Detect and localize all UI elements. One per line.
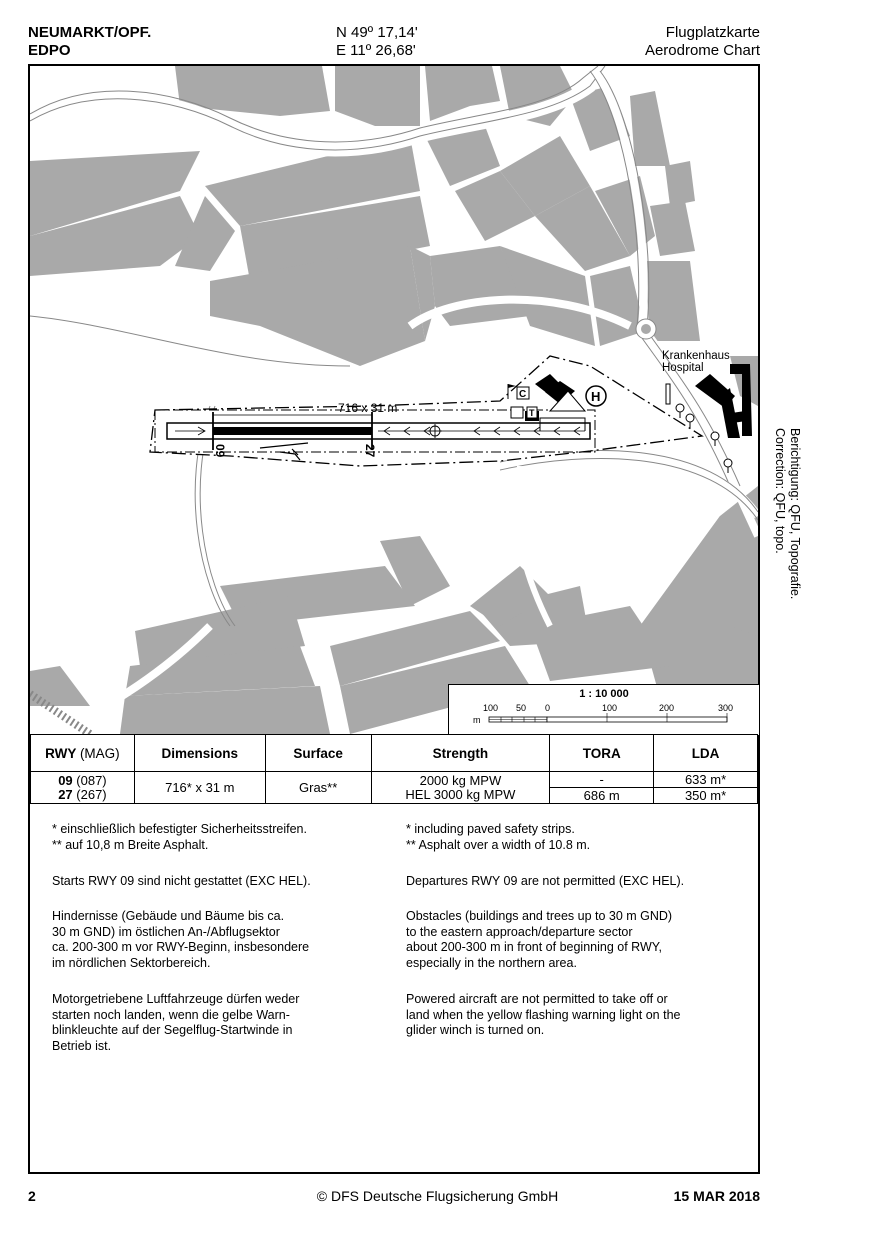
note-de-obstacles: Hindernisse (Gebäude und Bäume bis ca. 30 m GND) im östlichen An-/Abflugsektor ca. 200-300 m vor RWY-Beginn, insbesondere im nördlichen Sektorbereich. <box>52 909 310 970</box>
effective-date: 15 MAR 2018 <box>673 1188 760 1204</box>
scale-bar <box>449 685 759 735</box>
tower-symbol: T <box>529 408 535 418</box>
note-de-footnotes: * einschließlich befestigter Sicherheitsstreifen. ** auf 10,8 m Breite Asphalt. <box>52 822 307 852</box>
page-number: 2 <box>28 1188 36 1204</box>
scale-ratio: 1 : 10 000 <box>579 688 629 700</box>
aerodrome-map <box>30 66 758 734</box>
note-en-obstacles: Obstacles (buildings and trees up to 30 m GND) to the eastern approach/departure sector about 200-300 m in front of beginning of RWY, especially in the northern area. <box>406 909 673 970</box>
header-lda: LDA <box>654 735 758 772</box>
scale-tick-label: 50 <box>516 703 527 713</box>
table-row <box>31 772 758 788</box>
correction-de: Berichtigung: QFU, Topografie. <box>788 428 802 600</box>
hospital-label-en: Hospital <box>662 362 704 374</box>
surface-cell: Gras** <box>265 772 371 804</box>
copyright: © DFS Deutsche Flugsicherung GmbH <box>316 1188 559 1204</box>
terminal-icon <box>511 407 523 418</box>
rwy-cell: 09 (087) 27 (267) <box>31 772 135 804</box>
tora-27: 686 m <box>550 788 654 804</box>
aerodrome-name: NEUMARKT/OPF. <box>28 24 152 41</box>
longitude: E 11º 26,68' <box>336 42 416 59</box>
dimensions-cell: 716* x 31 m <box>134 772 265 804</box>
helipad-symbol: H <box>591 389 601 404</box>
chart-title-en: Aerodrome Chart <box>644 42 760 59</box>
latitude: N 49º 17,14' <box>336 24 418 41</box>
scale-tick-label: 300 <box>718 703 734 713</box>
scale-tick-label: 0 <box>545 703 551 713</box>
note-en-powered-aircraft: Powered aircraft are not permitted to take off or land when the yellow flashing warning light on the glider winch is turned on. <box>406 992 681 1037</box>
runway-designator-09: 09 <box>213 444 227 458</box>
scale-box <box>448 684 759 735</box>
scale-unit: m <box>473 715 481 725</box>
note-de-departures: Starts RWY 09 sind nicht gestattet (EXC HEL). <box>52 874 311 888</box>
correction-en: Correction: QFU, topo. <box>773 428 787 554</box>
strength-cell: 2000 kg MPW HEL 3000 kg MPW <box>371 772 550 804</box>
header-surface: Surface <box>265 735 371 772</box>
table-header-row <box>31 735 758 772</box>
note-en-departures: Departures RWY 09 are not permitted (EXC HEL). <box>406 874 685 888</box>
scale-tick-label: 100 <box>483 703 499 713</box>
header-tora: TORA <box>550 735 654 772</box>
icao-code: EDPO <box>28 42 71 59</box>
scale-tick-label: 100 <box>602 703 618 713</box>
note-de-powered-aircraft: Motorgetriebene Luftfahrzeuge dürfen weder starten noch landen, wenn die gelbe Warn- blinkleuchte auf der Segelflug-Startwinde in Betrieb ist. <box>52 992 300 1053</box>
note-en-footnotes: * including paved safety strips. ** Asphalt over a width of 10.8 m. <box>406 822 591 852</box>
hospital-label-de: Krankenhaus <box>662 350 730 362</box>
scale-tick-label: 200 <box>659 703 675 713</box>
correction-note <box>772 428 802 599</box>
header-dimensions: Dimensions <box>134 735 265 772</box>
header-strength: Strength <box>371 735 550 772</box>
chart-title-de: Flugplatzkarte <box>665 24 760 41</box>
aerodrome-boundary <box>150 356 702 466</box>
runway-dimension-label: 716 x 31 m <box>338 401 398 415</box>
terrain-fields <box>30 66 758 734</box>
lda-27: 350 m* <box>654 788 758 804</box>
tora-09: - <box>550 772 654 788</box>
lda-09: 633 m* <box>654 772 758 788</box>
runway-designator-27: 27 <box>363 444 377 458</box>
runway-table <box>30 734 758 804</box>
customs-symbol: C <box>519 389 527 400</box>
runway-asphalt <box>213 427 372 435</box>
header-rwy: RWY (MAG) <box>31 735 135 772</box>
